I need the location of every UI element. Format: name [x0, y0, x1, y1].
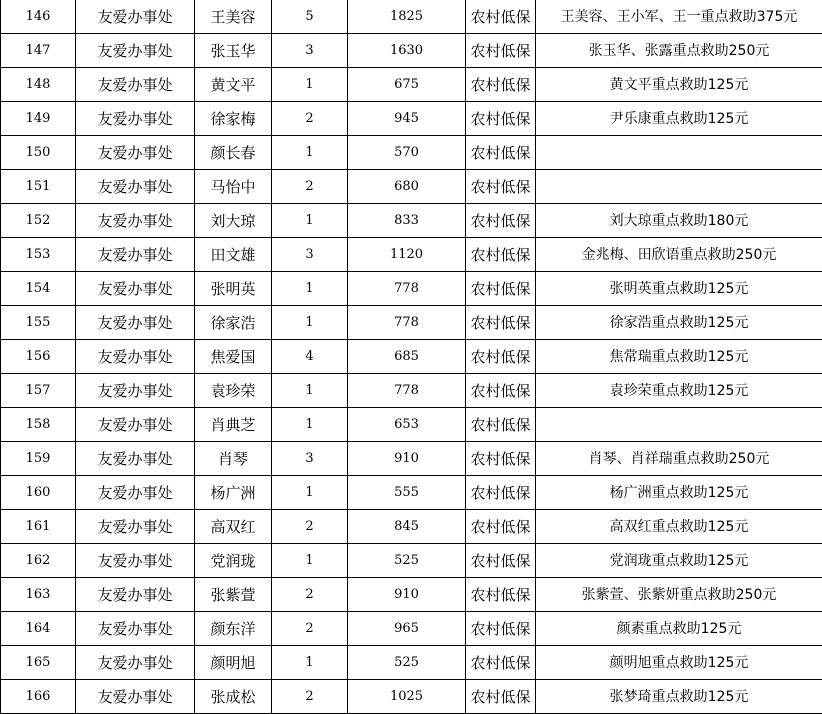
- household-count-cell: 1: [272, 646, 348, 680]
- amount-cell: 910: [348, 578, 466, 612]
- name-cell: 徐家梅: [195, 102, 272, 136]
- category-cell: 农村低保: [466, 204, 536, 238]
- note-cell: 张玉华、张露重点救助250元: [536, 34, 822, 68]
- category-cell: 农村低保: [466, 374, 536, 408]
- household-count-cell: 1: [272, 476, 348, 510]
- office-cell: 友爱办事处: [76, 136, 195, 170]
- household-count-cell: 1: [272, 68, 348, 102]
- note-cell: [536, 136, 822, 170]
- amount-cell: 910: [348, 442, 466, 476]
- amount-cell: 685: [348, 340, 466, 374]
- category-cell: 农村低保: [466, 272, 536, 306]
- row-number-cell: 162: [1, 544, 76, 578]
- amount-cell: 1825: [348, 0, 466, 34]
- household-count-cell: 1: [272, 374, 348, 408]
- name-cell: 田文雄: [195, 238, 272, 272]
- household-count-cell: 1: [272, 204, 348, 238]
- note-cell: 焦常瑞重点救助125元: [536, 340, 822, 374]
- roster-body: [1, 0, 822, 714]
- row-number-cell: 155: [1, 306, 76, 340]
- name-cell: 黄文平: [195, 68, 272, 102]
- row-number-cell: 148: [1, 68, 76, 102]
- office-cell: 友爱办事处: [76, 680, 195, 714]
- household-count-cell: 1: [272, 408, 348, 442]
- note-cell: 肖琴、肖祥瑞重点救助250元: [536, 442, 822, 476]
- table-row: [1, 34, 822, 68]
- office-cell: 友爱办事处: [76, 442, 195, 476]
- note-cell: 颜明旭重点救助125元: [536, 646, 822, 680]
- row-number-cell: 151: [1, 170, 76, 204]
- name-cell: 马怡中: [195, 170, 272, 204]
- row-number-cell: 161: [1, 510, 76, 544]
- category-cell: 农村低保: [466, 578, 536, 612]
- office-cell: 友爱办事处: [76, 612, 195, 646]
- category-cell: 农村低保: [466, 306, 536, 340]
- category-cell: 农村低保: [466, 238, 536, 272]
- note-cell: 党润珑重点救助125元: [536, 544, 822, 578]
- row-number-cell: 160: [1, 476, 76, 510]
- office-cell: 友爱办事处: [76, 102, 195, 136]
- table-row: [1, 238, 822, 272]
- row-number-cell: 146: [1, 0, 76, 34]
- name-cell: 颜东洋: [195, 612, 272, 646]
- row-number-cell: 164: [1, 612, 76, 646]
- note-cell: 张明英重点救助125元: [536, 272, 822, 306]
- amount-cell: 778: [348, 306, 466, 340]
- office-cell: 友爱办事处: [76, 170, 195, 204]
- table-row: [1, 170, 822, 204]
- household-count-cell: 1: [272, 306, 348, 340]
- category-cell: 农村低保: [466, 170, 536, 204]
- office-cell: 友爱办事处: [76, 68, 195, 102]
- office-cell: 友爱办事处: [76, 306, 195, 340]
- note-cell: 杨广洲重点救助125元: [536, 476, 822, 510]
- category-cell: 农村低保: [466, 442, 536, 476]
- row-number-cell: 154: [1, 272, 76, 306]
- name-cell: 颜明旭: [195, 646, 272, 680]
- office-cell: 友爱办事处: [76, 238, 195, 272]
- table-row: [1, 442, 822, 476]
- row-number-cell: 156: [1, 340, 76, 374]
- amount-cell: 845: [348, 510, 466, 544]
- table-row: [1, 544, 822, 578]
- office-cell: 友爱办事处: [76, 204, 195, 238]
- name-cell: 张紫萱: [195, 578, 272, 612]
- table-row: [1, 0, 822, 34]
- category-cell: 农村低保: [466, 34, 536, 68]
- household-count-cell: 4: [272, 340, 348, 374]
- name-cell: 张明英: [195, 272, 272, 306]
- table-row: [1, 646, 822, 680]
- amount-cell: 653: [348, 408, 466, 442]
- household-count-cell: 1: [272, 544, 348, 578]
- note-cell: 张梦琦重点救助125元: [536, 680, 822, 714]
- category-cell: 农村低保: [466, 612, 536, 646]
- category-cell: 农村低保: [466, 544, 536, 578]
- category-cell: 农村低保: [466, 408, 536, 442]
- name-cell: 袁珍荣: [195, 374, 272, 408]
- row-number-cell: 159: [1, 442, 76, 476]
- amount-cell: 778: [348, 374, 466, 408]
- category-cell: 农村低保: [466, 0, 536, 34]
- category-cell: 农村低保: [466, 68, 536, 102]
- note-cell: 王美容、王小军、王一重点救助375元: [536, 0, 822, 34]
- note-cell: 徐家浩重点救助125元: [536, 306, 822, 340]
- household-count-cell: 5: [272, 0, 348, 34]
- table-row: [1, 578, 822, 612]
- table-row: [1, 476, 822, 510]
- category-cell: 农村低保: [466, 476, 536, 510]
- row-number-cell: 149: [1, 102, 76, 136]
- note-cell: 颜素重点救助125元: [536, 612, 822, 646]
- office-cell: 友爱办事处: [76, 34, 195, 68]
- household-count-cell: 3: [272, 34, 348, 68]
- table-row: [1, 510, 822, 544]
- note-cell: 张紫萱、张紫妍重点救助250元: [536, 578, 822, 612]
- amount-cell: 570: [348, 136, 466, 170]
- name-cell: 党润珑: [195, 544, 272, 578]
- household-count-cell: 1: [272, 272, 348, 306]
- office-cell: 友爱办事处: [76, 0, 195, 34]
- office-cell: 友爱办事处: [76, 510, 195, 544]
- table-row: [1, 204, 822, 238]
- name-cell: 张玉华: [195, 34, 272, 68]
- category-cell: 农村低保: [466, 646, 536, 680]
- note-cell: [536, 408, 822, 442]
- row-number-cell: 157: [1, 374, 76, 408]
- category-cell: 农村低保: [466, 510, 536, 544]
- amount-cell: 778: [348, 272, 466, 306]
- office-cell: 友爱办事处: [76, 578, 195, 612]
- amount-cell: 1120: [348, 238, 466, 272]
- name-cell: 高双红: [195, 510, 272, 544]
- amount-cell: 1630: [348, 34, 466, 68]
- household-count-cell: 2: [272, 102, 348, 136]
- office-cell: 友爱办事处: [76, 340, 195, 374]
- row-number-cell: 152: [1, 204, 76, 238]
- household-count-cell: 3: [272, 442, 348, 476]
- name-cell: 肖琴: [195, 442, 272, 476]
- table-row: [1, 136, 822, 170]
- note-cell: 袁珍荣重点救助125元: [536, 374, 822, 408]
- household-count-cell: 3: [272, 238, 348, 272]
- amount-cell: 965: [348, 612, 466, 646]
- table-row: [1, 272, 822, 306]
- office-cell: 友爱办事处: [76, 646, 195, 680]
- table-row: [1, 408, 822, 442]
- household-count-cell: 2: [272, 680, 348, 714]
- household-count-cell: 2: [272, 578, 348, 612]
- category-cell: 农村低保: [466, 680, 536, 714]
- household-count-cell: 2: [272, 170, 348, 204]
- amount-cell: 945: [348, 102, 466, 136]
- name-cell: 张成松: [195, 680, 272, 714]
- name-cell: 徐家浩: [195, 306, 272, 340]
- category-cell: 农村低保: [466, 102, 536, 136]
- row-number-cell: 158: [1, 408, 76, 442]
- office-cell: 友爱办事处: [76, 272, 195, 306]
- table-row: [1, 374, 822, 408]
- office-cell: 友爱办事处: [76, 544, 195, 578]
- name-cell: 肖典芝: [195, 408, 272, 442]
- amount-cell: 525: [348, 544, 466, 578]
- office-cell: 友爱办事处: [76, 408, 195, 442]
- note-cell: 尹乐康重点救助125元: [536, 102, 822, 136]
- name-cell: 王美容: [195, 0, 272, 34]
- amount-cell: 555: [348, 476, 466, 510]
- table-row: [1, 680, 822, 714]
- row-number-cell: 163: [1, 578, 76, 612]
- note-cell: 黄文平重点救助125元: [536, 68, 822, 102]
- category-cell: 农村低保: [466, 340, 536, 374]
- amount-cell: 1025: [348, 680, 466, 714]
- note-cell: 金兆梅、田欣语重点救助250元: [536, 238, 822, 272]
- table-row: [1, 306, 822, 340]
- table-row: [1, 68, 822, 102]
- row-number-cell: 153: [1, 238, 76, 272]
- row-number-cell: 166: [1, 680, 76, 714]
- note-cell: [536, 170, 822, 204]
- note-cell: 刘大琼重点救助180元: [536, 204, 822, 238]
- category-cell: 农村低保: [466, 136, 536, 170]
- name-cell: 颜长春: [195, 136, 272, 170]
- table-row: [1, 340, 822, 374]
- row-number-cell: 147: [1, 34, 76, 68]
- household-count-cell: 1: [272, 136, 348, 170]
- table-row: [1, 102, 822, 136]
- amount-cell: 833: [348, 204, 466, 238]
- row-number-cell: 150: [1, 136, 76, 170]
- name-cell: 刘大琼: [195, 204, 272, 238]
- amount-cell: 680: [348, 170, 466, 204]
- name-cell: 杨广洲: [195, 476, 272, 510]
- office-cell: 友爱办事处: [76, 476, 195, 510]
- row-number-cell: 165: [1, 646, 76, 680]
- note-cell: 高双红重点救助125元: [536, 510, 822, 544]
- table-row: [1, 612, 822, 646]
- household-count-cell: 2: [272, 510, 348, 544]
- name-cell: 焦爱国: [195, 340, 272, 374]
- office-cell: 友爱办事处: [76, 374, 195, 408]
- amount-cell: 675: [348, 68, 466, 102]
- household-count-cell: 2: [272, 612, 348, 646]
- amount-cell: 525: [348, 646, 466, 680]
